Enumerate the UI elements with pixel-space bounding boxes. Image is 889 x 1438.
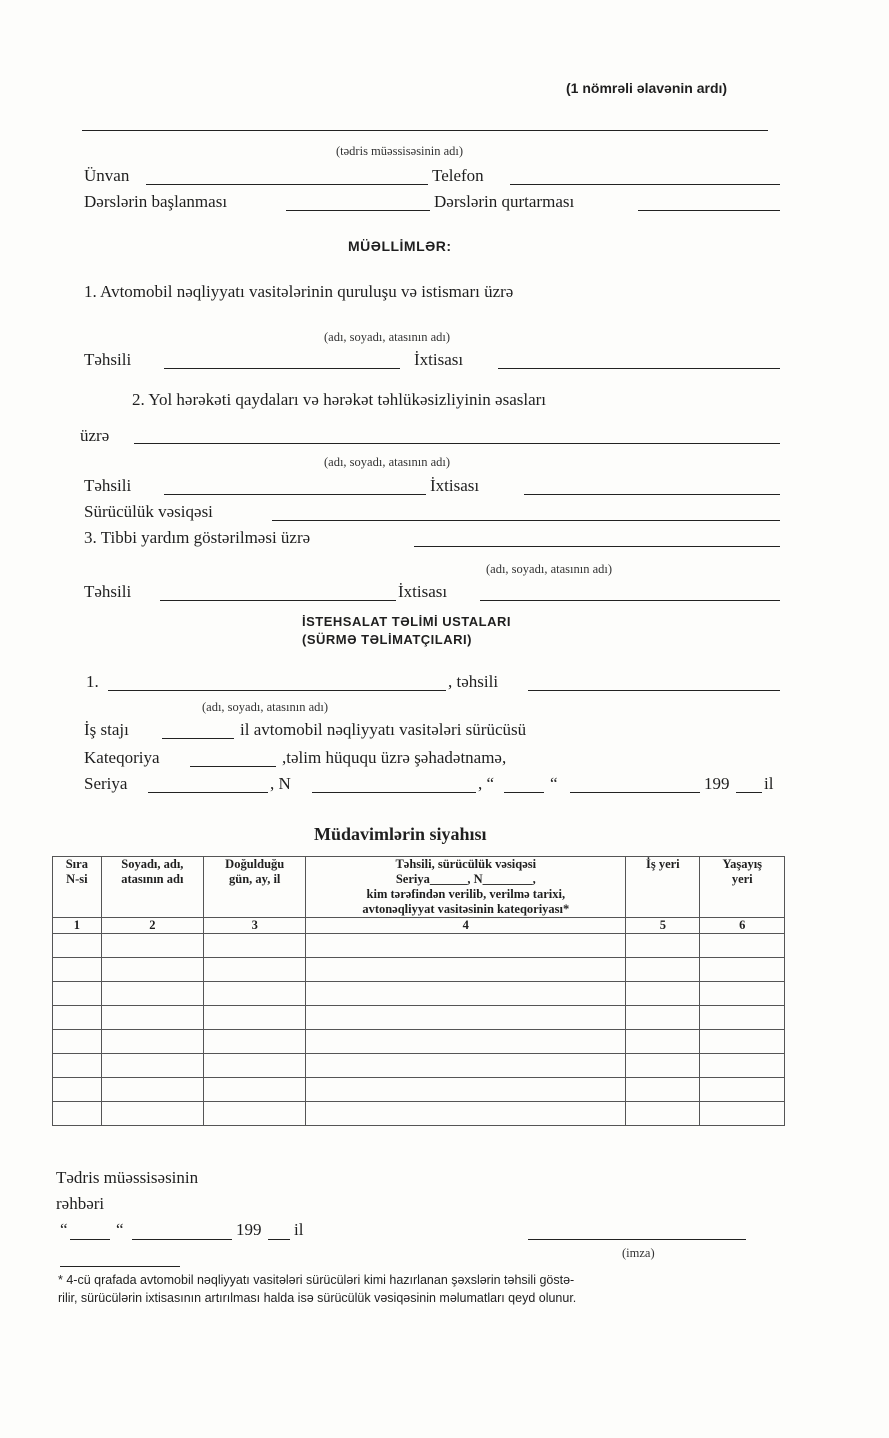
table-cell[interactable] bbox=[53, 1102, 102, 1126]
table-cell[interactable] bbox=[306, 1102, 626, 1126]
teacher-item-1: 1. Avtomobil nəqliyyatı vasitələrinin quruluşu və istismarı üzrə bbox=[84, 282, 514, 301]
teacher2-name-caption: (adı, soyadı, atasının adı) bbox=[324, 455, 451, 469]
address-line bbox=[146, 184, 428, 185]
signature-line bbox=[528, 1239, 746, 1240]
experience-line bbox=[162, 738, 234, 739]
teacher-item-2-uzre: üzrə bbox=[80, 426, 110, 445]
table-cell[interactable] bbox=[203, 982, 305, 1006]
teacher3-name-caption: (adı, soyadı, atasının adı) bbox=[486, 562, 613, 576]
number-line bbox=[312, 792, 476, 793]
table-cell[interactable] bbox=[101, 1054, 203, 1078]
table-cell[interactable] bbox=[101, 934, 203, 958]
teachers-heading: MÜƏLLİMLƏR: bbox=[348, 238, 452, 254]
table-cell[interactable] bbox=[203, 1006, 305, 1030]
continuation-note: (1 nömrəli əlavənin ardı) bbox=[566, 80, 728, 96]
teacher1-specialty-label: İxtisası bbox=[414, 350, 464, 369]
footer-quote-open: “ bbox=[60, 1220, 68, 1239]
col-header-name: Soyadı, adı, atasının adı bbox=[101, 857, 203, 918]
year-prefix: 199 bbox=[704, 774, 730, 793]
series-line bbox=[148, 792, 268, 793]
end-line bbox=[638, 210, 780, 211]
footnote-line-2: rilir, sürücülərin ixtisasının artırılması halda isə sürücülük vəsiqəsinin məlumatları qeyd olunur. bbox=[58, 1291, 577, 1305]
table-cell[interactable] bbox=[203, 1054, 305, 1078]
table-column-numbers-row bbox=[53, 918, 785, 934]
table-cell[interactable] bbox=[626, 1030, 700, 1054]
teacher2-license-line bbox=[272, 520, 780, 521]
number-label: , N bbox=[270, 774, 291, 793]
teacher3-specialty-line bbox=[480, 600, 780, 601]
instructor-name-line bbox=[108, 690, 446, 691]
table-cell[interactable] bbox=[626, 1006, 700, 1030]
instructors-heading: İSTEHSALAT TƏLİMİ USTALARI bbox=[302, 614, 511, 629]
col-header-birthdate: Doğulduğu gün, ay, il bbox=[203, 857, 305, 918]
table-cell[interactable] bbox=[53, 1030, 102, 1054]
table-cell[interactable] bbox=[101, 958, 203, 982]
instructor-education-line bbox=[528, 690, 780, 691]
footer-year-line bbox=[268, 1239, 290, 1240]
experience-suffix: il avtomobil nəqliyyatı vasitələri sürücüsü bbox=[240, 720, 527, 739]
footnote-separator bbox=[60, 1266, 180, 1267]
table-row bbox=[53, 982, 785, 1006]
table-cell[interactable] bbox=[203, 1030, 305, 1054]
series-label: Seriya bbox=[84, 774, 128, 793]
instructor-education-label: , təhsili bbox=[448, 672, 499, 691]
table-cell[interactable] bbox=[53, 1078, 102, 1102]
col-number-2: 2 bbox=[101, 918, 203, 934]
footnote-line-1: * 4-cü qrafada avtomobil nəqliyyatı vasitələri sürücüləri kimi hazırlanan şəxslərin təhsili göstə- bbox=[58, 1273, 575, 1287]
col-number-4: 4 bbox=[306, 918, 626, 934]
table-row bbox=[53, 1054, 785, 1078]
table-cell[interactable] bbox=[626, 982, 700, 1006]
teacher1-specialty-line bbox=[498, 368, 780, 369]
teacher2-name-line bbox=[134, 443, 780, 444]
table-cell[interactable] bbox=[700, 1030, 785, 1054]
date-quote-close: “ bbox=[550, 774, 558, 793]
table-cell[interactable] bbox=[700, 1078, 785, 1102]
footer-month-line bbox=[132, 1239, 232, 1240]
phone-label: Telefon bbox=[432, 166, 484, 185]
table-cell[interactable] bbox=[101, 1078, 203, 1102]
instructors-subheading: (SÜRMƏ TƏLİMATÇILARI) bbox=[302, 632, 472, 647]
table-cell[interactable] bbox=[101, 1006, 203, 1030]
experience-label: İş stajı bbox=[84, 720, 129, 739]
col-header-residence: Yaşayış yeri bbox=[700, 857, 785, 918]
teacher2-education-line bbox=[164, 494, 426, 495]
table-cell[interactable] bbox=[626, 1102, 700, 1126]
table-cell[interactable] bbox=[101, 982, 203, 1006]
teacher2-license-label: Sürücülük vəsiqəsi bbox=[84, 502, 213, 521]
date-quote-open: , “ bbox=[478, 774, 495, 793]
table-row bbox=[53, 1102, 785, 1126]
category-label: Kateqoriya bbox=[84, 748, 160, 767]
table-cell[interactable] bbox=[53, 1006, 102, 1030]
footer-day-line bbox=[70, 1239, 110, 1240]
year-line bbox=[736, 792, 762, 793]
teacher1-education-label: Təhsili bbox=[84, 350, 132, 369]
table-cell[interactable] bbox=[626, 958, 700, 982]
table-cell[interactable] bbox=[53, 958, 102, 982]
head-label-line2: rəhbəri bbox=[56, 1194, 105, 1213]
table-cell[interactable] bbox=[203, 934, 305, 958]
day-line bbox=[504, 792, 544, 793]
col-header-education: Təhsili, sürücülük vəsiqəsi Seriya______, N________, kim tərəfindən verilib, verilmə tarixi, avtonəqliyyat vasitəsinin kateqoriyası* bbox=[306, 857, 626, 918]
table-row bbox=[53, 1006, 785, 1030]
col-number-3: 3 bbox=[203, 918, 305, 934]
table-cell[interactable] bbox=[700, 1006, 785, 1030]
table-row bbox=[53, 958, 785, 982]
table-cell[interactable] bbox=[700, 1102, 785, 1126]
teacher-item-3: 3. Tibbi yardım göstərilməsi üzrə bbox=[84, 528, 311, 547]
teacher3-education-label: Təhsili bbox=[84, 582, 132, 601]
table-cell[interactable] bbox=[306, 982, 626, 1006]
teacher3-specialty-label: İxtisası bbox=[398, 582, 448, 601]
table-row bbox=[53, 1030, 785, 1054]
teacher2-specialty-line bbox=[524, 494, 780, 495]
category-line bbox=[190, 766, 276, 767]
students-title: Müdavimlərin siyahısı bbox=[314, 824, 487, 844]
start-label: Dərslərin başlanması bbox=[84, 192, 228, 211]
table-row bbox=[53, 934, 785, 958]
footer-year-prefix: 199 bbox=[236, 1220, 262, 1239]
school-name-line bbox=[82, 130, 768, 131]
table-cell[interactable] bbox=[53, 982, 102, 1006]
footer-year-suffix: il bbox=[294, 1220, 304, 1239]
table-cell[interactable] bbox=[700, 1054, 785, 1078]
table-cell[interactable] bbox=[700, 934, 785, 958]
teacher1-education-line bbox=[164, 368, 400, 369]
col-number-1: 1 bbox=[53, 918, 102, 934]
table-cell[interactable] bbox=[626, 1078, 700, 1102]
table-cell[interactable] bbox=[53, 1054, 102, 1078]
teacher1-name-caption: (adı, soyadı, atasının adı) bbox=[324, 330, 451, 344]
table-cell[interactable] bbox=[306, 1006, 626, 1030]
table-cell[interactable] bbox=[306, 958, 626, 982]
school-name-caption: (tədris müəssisəsinin adı) bbox=[336, 144, 464, 158]
year-suffix: il bbox=[764, 774, 774, 793]
month-line bbox=[570, 792, 700, 793]
table-cell[interactable] bbox=[306, 1054, 626, 1078]
col-header-workplace: İş yeri bbox=[626, 857, 700, 918]
table-cell[interactable] bbox=[306, 934, 626, 958]
table-cell[interactable] bbox=[101, 1102, 203, 1126]
table-cell[interactable] bbox=[306, 1078, 626, 1102]
address-label: Ünvan bbox=[84, 166, 130, 185]
table-cell[interactable] bbox=[700, 958, 785, 982]
col-header-number: Sıra N-si bbox=[53, 857, 102, 918]
students-table bbox=[52, 856, 785, 1126]
start-line bbox=[286, 210, 430, 211]
teacher2-specialty-label: İxtisası bbox=[430, 476, 480, 495]
certificate-label: ,təlim hüququ üzrə şəhadətnamə, bbox=[282, 748, 507, 767]
signature-caption: (imza) bbox=[622, 1246, 655, 1260]
end-label: Dərslərin qurtarması bbox=[434, 192, 575, 211]
teacher2-education-label: Təhsili bbox=[84, 476, 132, 495]
col-number-5: 5 bbox=[626, 918, 700, 934]
instructor-name-caption: (adı, soyadı, atasının adı) bbox=[202, 700, 329, 714]
table-cell[interactable] bbox=[53, 934, 102, 958]
teacher-item-2: 2. Yol hərəkəti qaydaları və hərəkət təhlükəsizliyinin əsasları bbox=[132, 390, 547, 409]
table-header-row bbox=[53, 857, 785, 918]
head-label-line1: Tədris müəssisəsinin bbox=[56, 1168, 199, 1187]
col-number-6: 6 bbox=[700, 918, 785, 934]
footer-quote-close: “ bbox=[116, 1220, 124, 1239]
table-row bbox=[53, 1078, 785, 1102]
teacher3-education-line bbox=[160, 600, 396, 601]
table-cell[interactable] bbox=[203, 958, 305, 982]
table-cell[interactable] bbox=[203, 1102, 305, 1126]
table-cell[interactable] bbox=[306, 1030, 626, 1054]
table-cell[interactable] bbox=[626, 934, 700, 958]
table-cell[interactable] bbox=[203, 1078, 305, 1102]
teacher3-name-line bbox=[414, 546, 780, 547]
instructor-number: 1. bbox=[86, 672, 99, 691]
table-cell[interactable] bbox=[101, 1030, 203, 1054]
table-cell[interactable] bbox=[626, 1054, 700, 1078]
table-cell[interactable] bbox=[700, 982, 785, 1006]
phone-line bbox=[510, 184, 780, 185]
